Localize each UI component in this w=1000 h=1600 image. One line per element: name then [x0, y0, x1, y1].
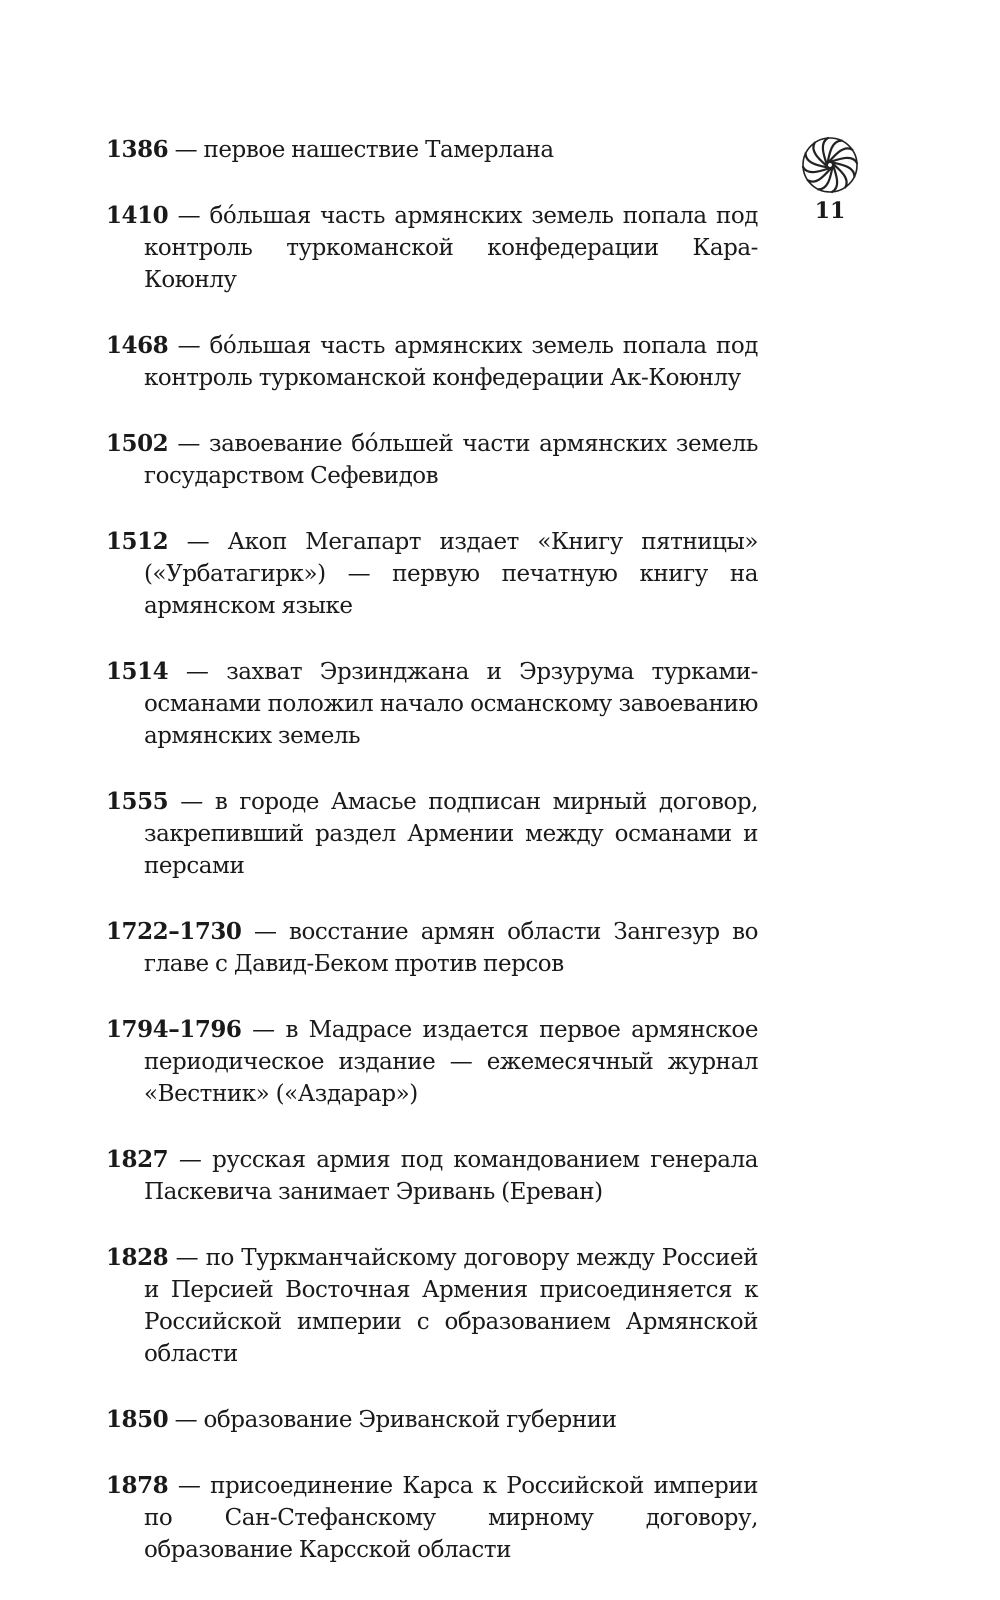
chronology-entry: 1410 — бóльшая часть армянских земель попала под контроль туркоманской конфедерации Кара-Коюнлу — [106, 202, 758, 293]
chronology-entry: 1794–1796 — в Мадрасе издается первое армянское периодическое издание — ежемесячный журнал «Вестник» («Аздарар») — [106, 1016, 758, 1107]
entry-text: русская армия под командованием генерала Паскевича занимает Эривань (Ереван) — [144, 1147, 758, 1205]
entry-text: в городе Амасье подписан мирный договор, закрепивший раздел Армении между османами и персами — [144, 789, 758, 879]
entry-text: завоевание бóльшей части армянских земель государством Сефевидов — [144, 431, 758, 489]
entry-year: 1514 — [106, 658, 169, 685]
entry-text: бóльшая часть армянских земель попала под контроль туркоманской конфедерации Ак-Коюнлу — [144, 333, 758, 391]
entry-year: 1502 — [106, 430, 169, 457]
chronology-entry: 1386 — первое нашествие Тамерлана — [106, 136, 554, 163]
chronology-entry: 1827 — русская армия под командованием генерала Паскевича занимает Эривань (Ереван) — [106, 1146, 758, 1205]
entry-text: присоединение Карса к Российской империи по Сан-Стефанскому мирному договору, образование Карсской области — [144, 1473, 758, 1563]
chronology-entry: 1468 — бóльшая часть армянских земель попала под контроль туркоманской конфедерации Ак-Коюнлу — [106, 332, 758, 391]
page-number: 11 — [814, 198, 846, 224]
chronology-entry: 1722–1730 — восстание армян области Зангезур во главе с Давид-Беком против персов — [106, 918, 758, 977]
entry-year: 1828 — [106, 1244, 169, 1271]
entry-text: в Мадрасе издается первое армянское периодическое издание — ежемесячный журнал «Вестник» («Аздарар») — [144, 1017, 758, 1107]
chronology-entry: 1502 — завоевание бóльшей части армянских земель государством Сефевидов — [106, 430, 758, 489]
entry-year: 1850 — [106, 1406, 169, 1433]
chronology-entry: 1512 — Акоп Мегапарт издает «Книгу пятницы» («Урбатагирк») — первую печатную книгу на армянском языке — [106, 528, 758, 619]
entry-year: 1386 — [106, 136, 169, 163]
chronology-entry: 1828 — по Туркманчайскому договору между Россией и Персией Восточная Армения присоединяется к Российской империи с образованием Армянской области — [106, 1244, 758, 1367]
entry-text: по Туркманчайскому договору между Россией и Персией Восточная Армения присоединяется к Российской империи с образованием Армянской области — [144, 1245, 758, 1367]
chronology-entry: 1514 — захват Эрзинджана и Эрзурума турками-османами положил начало османскому завоеванию армянских земель — [106, 658, 759, 749]
chronology-entry: 1850 — образование Эриванской губернии — [106, 1406, 617, 1433]
entry-year: 1827 — [106, 1146, 169, 1173]
entry-year: 1555 — [106, 788, 169, 815]
chronology-entry: 1878 — присоединение Карса к Российской империи по Сан-Стефанскому мирному договору, образование Карсской области — [106, 1472, 758, 1563]
entry-year: 1794–1796 — [106, 1016, 242, 1043]
armenian-eternity-sign-icon — [798, 133, 862, 197]
entry-text: захват Эрзинджана и Эрзурума турками-османами положил начало османскому завоеванию армянских земель — [144, 659, 759, 749]
entry-year: 1512 — [106, 528, 169, 555]
entry-text: Акоп Мегапарт издает «Книгу пятницы» («Урбатагирк») — первую печатную книгу на армянском языке — [144, 529, 758, 619]
chronology-list — [106, 134, 758, 1600]
entry-text: образование Эриванской губернии — [203, 1407, 617, 1433]
entry-text: первое нашествие Тамерлана — [203, 137, 554, 163]
entry-year: 1410 — [106, 202, 169, 229]
entry-text: восстание армян области Зангезур во главе с Давид-Беком против персов — [144, 919, 758, 977]
entry-year: 1878 — [106, 1472, 169, 1499]
entry-year: 1722–1730 — [106, 918, 242, 945]
chronology-entry: 1555 — в городе Амасье подписан мирный договор, закрепивший раздел Армении между османами и персами — [106, 788, 758, 879]
entry-text: бóльшая часть армянских земель попала под контроль туркоманской конфедерации Кара-Коюнлу — [144, 203, 758, 293]
entry-year: 1468 — [106, 332, 169, 359]
